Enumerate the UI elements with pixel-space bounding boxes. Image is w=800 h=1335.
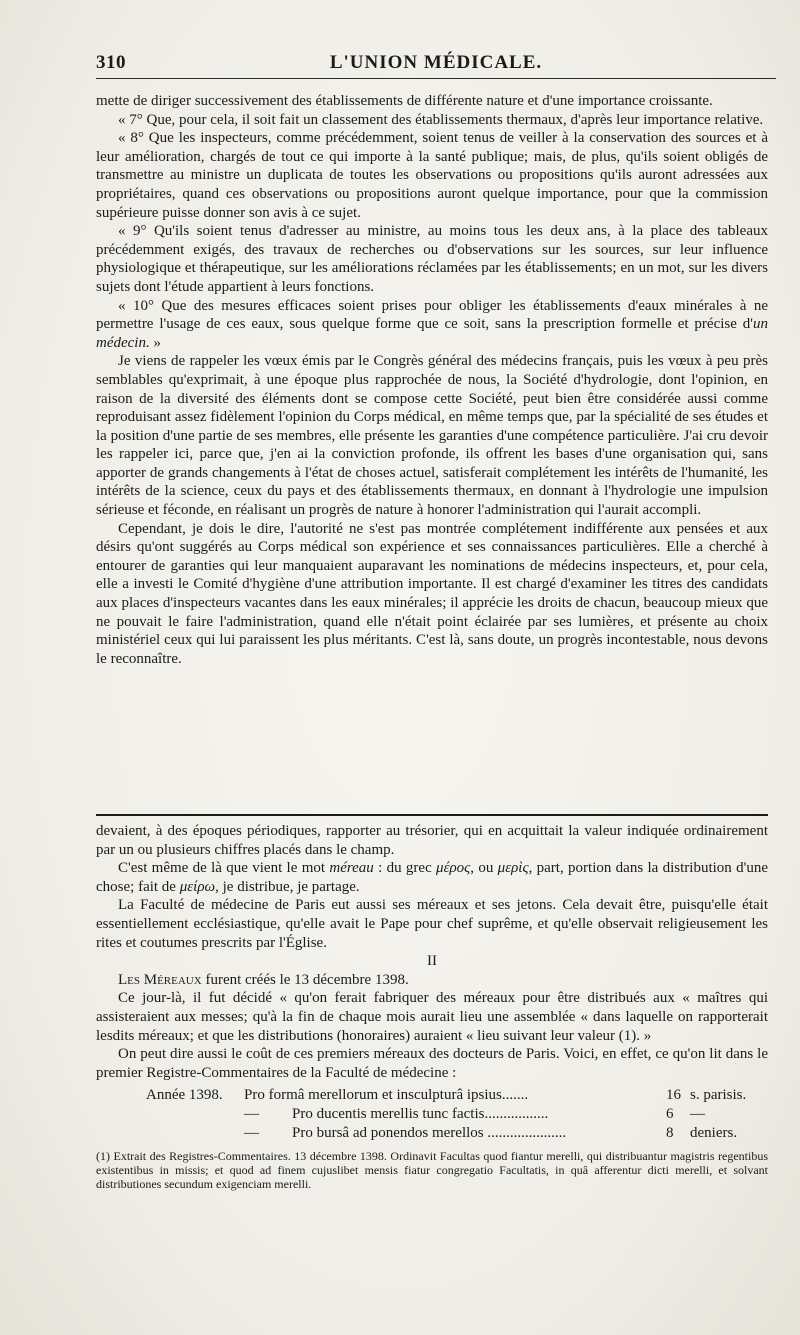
upper-article	[96, 92, 768, 668]
feuilleton-paragraph-3: La Faculté de médecine de Paris eut aussi ses méreaux et ses jetons. Cela devait être, puisqu'elle était essentiellement ecclésiastique, qu'elle avait le Pape pour chef suprême, et qu'elle observait religieusement les rites et coutumes prescrits par l'Église.	[96, 897, 768, 951]
paragraph-item-7: « 7° Que, pour cela, il soit fait un classement des établissements thermaux, d'après leur importance relative.	[118, 111, 764, 128]
registry-amount: 6	[666, 1106, 674, 1123]
registry-item: Pro ducentis merellis tunc factis.................	[292, 1106, 549, 1123]
p2-start: C'est même de là que vient le mot	[118, 860, 330, 877]
item-10-close: »	[149, 334, 161, 351]
p2-mid: : du grec	[373, 860, 437, 877]
page-header	[96, 52, 776, 79]
greek-word-2: μερὶς	[497, 860, 529, 877]
paragraph-item-8: « 8° Que les inspecteurs, comme précédemment, soient tenus de veiller à la conservation des sources et à leur amélioration, chargés de tout ce qui importe à la santé publique; mais, de plus, qu'ils soient obligés de transmettre au ministre un duplicata de toutes les observations ou propositions qu'ils auront adressées aux propriétaires, quand ces observations ou propositions auront quelque importance, pour que la commission supérieure puisse donner son avis à ce sujet.	[96, 130, 768, 221]
registry-row	[96, 1124, 768, 1143]
p2-end: , je distribue, je partage.	[215, 878, 360, 895]
registry-item: Pro formâ merellorum et insculpturâ ipsius.......	[244, 1087, 529, 1104]
greek-word-1: μέρος	[436, 860, 471, 877]
running-head: L'UNION MÉDICALE.	[329, 52, 543, 73]
registry-amount: 8	[666, 1125, 674, 1142]
registry-row	[96, 1105, 768, 1124]
feuilleton-paragraph-5: Ce jour-là, il fut décidé « qu'on ferait fabriquer des méreaux pour être distribués aux « maîtres qui assisteraient aux messes; qu'à la fin de chaque mois aurait lieu une assemblée « dans laquelle on rapporterait lesdits méreaux; et que les distributions (honoraires) auraient « lieu suivant leur valeur (1). »	[96, 990, 768, 1044]
item-10-italic: un médecin.	[96, 316, 768, 351]
registry-year: —	[244, 1106, 259, 1123]
paragraph-continuation: mette de diriger successivement des établissements de différente nature et d'une importance croissante.	[96, 93, 713, 109]
feuilleton-paragraph-2	[96, 859, 768, 896]
paragraph-item-10	[96, 297, 768, 353]
footnote: (1) Extrait des Registres-Commentaires. 13 décembre 1398. Ordinavit Facultas quod fiantur merelli, qui distribuantur magistris regentibus existentibus in missis; et quod ad finem cujuslibet mensis fiatur congregatio Facultatis, in quâ afferentur dicti merelli, et solvant distributiones secundum exigenciam merelli.	[96, 1149, 768, 1192]
section-heading: II	[427, 953, 437, 970]
p2-word: méreau	[329, 860, 374, 877]
p4-rest: furent créés le 13 décembre 1398.	[201, 971, 409, 988]
p2-or: , ou	[470, 860, 498, 877]
feuilleton-paragraph-4	[96, 971, 768, 990]
registry-year: Année 1398.	[146, 1087, 223, 1104]
item-10-text: « 10° Que des mesures efficaces soient prises pour obliger les établissements d'eaux minérales à ne permettre l'usage de ces eaux, sous quelque forme que ce soit, sans la prescription formelle et précise d'	[96, 297, 768, 333]
registry-row	[96, 1086, 768, 1105]
page-number: 310	[96, 52, 126, 73]
registry-year: —	[244, 1125, 259, 1142]
registry-table	[96, 1086, 768, 1143]
registry-item: Pro bursâ ad ponendos merellos .....................	[292, 1125, 567, 1142]
lower-feuilleton	[96, 822, 768, 1191]
registry-unit: s. parisis.	[690, 1087, 747, 1104]
registry-unit: deniers.	[690, 1125, 738, 1142]
registry-amount: 16	[666, 1087, 681, 1104]
paragraph-cependant: Cependant, je dois le dire, l'autorité ne s'est pas montrée complétement indifférente aux pensées et aux désirs qu'ont suggérés au Corps médical son expérience et ses connaissances particulières. Elle a cherché à entourer de garanties qui leur manquaient auparavant les nominations de médecins inspecteurs, et, pour cela, elle a investi le Comité d'hygiène d'une attribution importante. Il est chargé d'examiner les titres des candidats aux places d'inspecteurs vacantes dans les eaux minérales; il apprécie les droits de chacun, beaucoup mieux que ne pouvait le faire l'administration, quand elle n'était point éclairée par ses lumières, et présente au choix ministériel ceux qui lui paraissent les plus méritants. C'est là, sans doute, un progrès incontestable, nous devons le reconnaître.	[96, 520, 768, 667]
feuilleton-paragraph-6: On peut dire aussi le coût de ces premiers méreaux des docteurs de Paris. Voici, en effet, ce qu'on lit dans le premier Registre-Commentaires de la Faculté de médecine :	[96, 1046, 768, 1081]
paragraph-voeux: Je viens de rappeler les vœux émis par le Congrès général des médecins français, puis les vœux à peu près semblables qu'exprimait, à une époque plus rapprochée de nous, la Société d'hydrologie, dont l'opinion, en raison de la diversité des éléments dont se compose cette Société, peut bien être considérée aussi comme reproduisant assez fidèlement l'opinion du Corps médical, en même temps que, par la spécialité de ses études et la position d'une partie de ses membres, elle présente les garanties d'une compétence particulière. J'ai cru devoir les rappeler ici, parce que, j'en ai la conviction profonde, ils offrent les bases d'une organisation qui, sans apporter de grands changements à l'état de choses actuel, satisferait complétement les intérêts de l'humanité, les intérêts de la science, ceux du pays et des établissements thermaux, en donnant à l'hydrologie une impulsion sérieuse et féconde, en réalisant un progrès de nature à honorer l'administration qui l'aurait accompli.	[96, 353, 768, 519]
paragraph-item-9: « 9° Qu'ils soient tenus d'adresser au ministre, au moins tous les deux ans, à la place des tableaux précédemment exigés, des travaux de recherches ou d'observations sur les sources, sur leur influence physiologique et thérapeutique, sur les améliorations réclamées par les établissements; en un mot, sur les divers sujets dont l'étude appartient à leurs fonctions.	[96, 223, 768, 295]
feuilleton-separator	[96, 814, 768, 816]
p2-mid2: , part, portion dans la distribution d'une chose; fait de	[96, 860, 768, 895]
feuilleton-paragraph-1: devaient, à des époques périodiques, rapporter au trésorier, qui en acquittait la valeur indiquée ordinairement par un ou plusieurs chiffres placés dans le champ.	[96, 823, 768, 858]
greek-word-3: μείρω	[179, 878, 216, 895]
mereaux-smallcaps: Les Méreaux	[118, 971, 202, 988]
registry-unit: —	[690, 1106, 705, 1123]
